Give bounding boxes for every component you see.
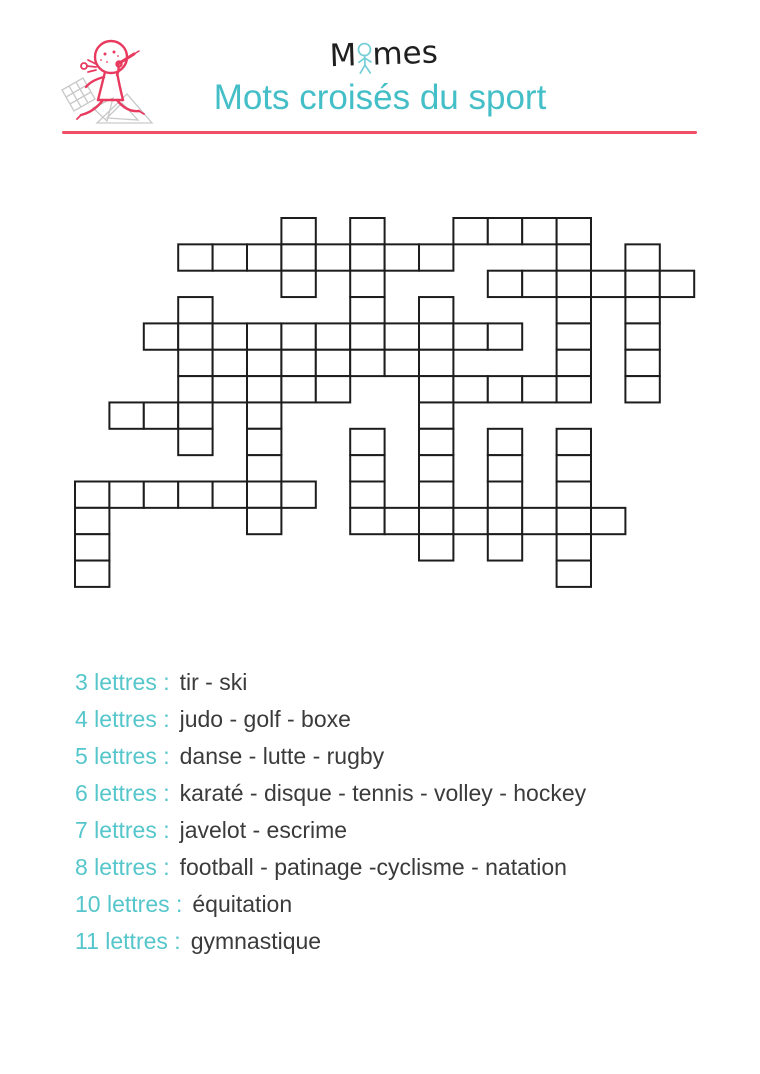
- grid-cell: [350, 244, 384, 270]
- grid-cell: [281, 218, 315, 244]
- grid-cell: [178, 323, 212, 349]
- word-list-line: [75, 664, 586, 701]
- grid-cell: [213, 323, 247, 349]
- grid-cell: [625, 297, 659, 323]
- grid-cell: [557, 350, 591, 376]
- grid-cell: [281, 376, 315, 402]
- grid-cell: [557, 244, 591, 270]
- grid-cell: [453, 218, 487, 244]
- grid-cell: [350, 350, 384, 376]
- grid-cell: [109, 402, 143, 428]
- words-text: équitation: [192, 891, 293, 917]
- grid-cell: [557, 297, 591, 323]
- grid-cell: [213, 482, 247, 508]
- grid-cell: [247, 508, 281, 534]
- grid-cell: [625, 350, 659, 376]
- grid-cell: [557, 455, 591, 481]
- grid-cell: [625, 323, 659, 349]
- grid-cell: [488, 218, 522, 244]
- grid-cell: [453, 323, 487, 349]
- grid-cell: [75, 534, 109, 560]
- grid-cell: [385, 323, 419, 349]
- grid-cell: [419, 482, 453, 508]
- grid-cell: [247, 376, 281, 402]
- grid-cell: [419, 508, 453, 534]
- grid-cell: [281, 323, 315, 349]
- grid-cell: [350, 429, 384, 455]
- grid-cell: [522, 508, 556, 534]
- grid-cell: [316, 376, 350, 402]
- grid-cell: [213, 350, 247, 376]
- header-divider-line: [62, 131, 697, 134]
- grid-cell: [213, 244, 247, 270]
- word-list-line: [75, 923, 586, 960]
- words-text: football - patinage -cyclisme - natation: [179, 854, 567, 880]
- grid-cell: [557, 482, 591, 508]
- letter-count-label: 10 lettres :: [75, 891, 183, 917]
- grid-cell: [281, 350, 315, 376]
- words-text: javelot - escrime: [179, 817, 348, 843]
- grid-cell: [144, 482, 178, 508]
- grid-cell: [247, 402, 281, 428]
- grid-cell: [419, 455, 453, 481]
- grid-cell: [247, 482, 281, 508]
- grid-cell: [350, 508, 384, 534]
- grid-cell: [178, 482, 212, 508]
- grid-cell: [178, 376, 212, 402]
- grid-cell: [75, 561, 109, 587]
- grid-cell: [625, 271, 659, 297]
- grid-cell: [488, 455, 522, 481]
- grid-cell: [350, 482, 384, 508]
- letter-count-label: 6 lettres :: [75, 780, 170, 806]
- word-list-line: [75, 701, 586, 738]
- momes-logo-m: M: [329, 37, 358, 75]
- grid-cell: [178, 429, 212, 455]
- letter-count-label: 4 lettres :: [75, 706, 170, 732]
- grid-cell: [178, 297, 212, 323]
- grid-cell: [557, 561, 591, 587]
- grid-cell: [591, 271, 625, 297]
- word-list-line: [75, 849, 586, 886]
- grid-cell: [178, 244, 212, 270]
- grid-cell: [557, 534, 591, 560]
- grid-cell: [247, 350, 281, 376]
- grid-cell: [557, 376, 591, 402]
- grid-cell: [488, 323, 522, 349]
- grid-cell: [247, 429, 281, 455]
- word-list: [75, 664, 586, 960]
- grid-cell: [281, 244, 315, 270]
- grid-cell: [144, 402, 178, 428]
- grid-cell: [488, 271, 522, 297]
- grid-cell: [419, 402, 453, 428]
- grid-cell: [557, 508, 591, 534]
- grid-cell: [247, 323, 281, 349]
- grid-cell: [419, 297, 453, 323]
- grid-cell: [350, 218, 384, 244]
- page-title: Mots croisés du sport: [213, 78, 547, 117]
- words-text: karaté - disque - tennis - volley - hockey: [179, 780, 587, 806]
- grid-cell: [350, 323, 384, 349]
- word-list-line: [75, 812, 586, 849]
- letter-count-label: 3 lettres :: [75, 669, 170, 695]
- grid-cell: [419, 244, 453, 270]
- grid-cell: [385, 244, 419, 270]
- letter-count-label: 5 lettres :: [75, 743, 170, 769]
- grid-cell: [488, 429, 522, 455]
- grid-cell: [75, 508, 109, 534]
- grid-cell: [522, 376, 556, 402]
- grid-cell: [453, 508, 487, 534]
- word-list-line: [75, 886, 586, 923]
- grid-cell: [488, 376, 522, 402]
- words-text: gymnastique: [190, 928, 322, 954]
- grid-cell: [625, 376, 659, 402]
- word-list-line: [75, 775, 586, 812]
- grid-cell: [625, 244, 659, 270]
- word-list-line: [75, 738, 586, 775]
- grid-cell: [419, 376, 453, 402]
- grid-cell: [75, 482, 109, 508]
- grid-cell: [178, 350, 212, 376]
- grid-cell: [522, 218, 556, 244]
- momes-logo-mes: mes: [371, 34, 439, 73]
- grid-cell: [178, 402, 212, 428]
- grid-cell: [350, 455, 384, 481]
- grid-cell: [453, 376, 487, 402]
- letter-count-label: 11 lettres :: [75, 928, 181, 954]
- grid-cell: [557, 271, 591, 297]
- letter-count-label: 7 lettres :: [75, 817, 170, 843]
- grid-cell: [557, 323, 591, 349]
- grid-cell: [385, 508, 419, 534]
- grid-cell: [213, 376, 247, 402]
- grid-cell: [281, 482, 315, 508]
- grid-cell: [419, 429, 453, 455]
- grid-cell: [316, 323, 350, 349]
- grid-cell: [109, 482, 143, 508]
- grid-cell: [144, 323, 178, 349]
- grid-cell: [385, 350, 419, 376]
- grid-cell: [488, 482, 522, 508]
- words-text: judo - golf - boxe: [179, 706, 351, 732]
- grid-cell: [419, 534, 453, 560]
- grid-cell: [557, 218, 591, 244]
- grid-cell: [247, 244, 281, 270]
- grid-cell: [591, 508, 625, 534]
- grid-cell: [316, 350, 350, 376]
- letter-count-label: 8 lettres :: [75, 854, 170, 880]
- grid-cell: [316, 244, 350, 270]
- grid-cell: [350, 271, 384, 297]
- grid-cell: [350, 297, 384, 323]
- grid-cell: [522, 271, 556, 297]
- grid-cell: [419, 323, 453, 349]
- grid-cell: [660, 271, 694, 297]
- grid-cell: [557, 429, 591, 455]
- words-text: danse - lutte - rugby: [179, 743, 385, 769]
- grid-cell: [247, 455, 281, 481]
- crossword-grid: [73, 216, 697, 590]
- grid-cell: [488, 534, 522, 560]
- words-text: tir - ski: [179, 669, 248, 695]
- grid-cell: [281, 271, 315, 297]
- grid-cell: [419, 350, 453, 376]
- grid-cell: [488, 508, 522, 534]
